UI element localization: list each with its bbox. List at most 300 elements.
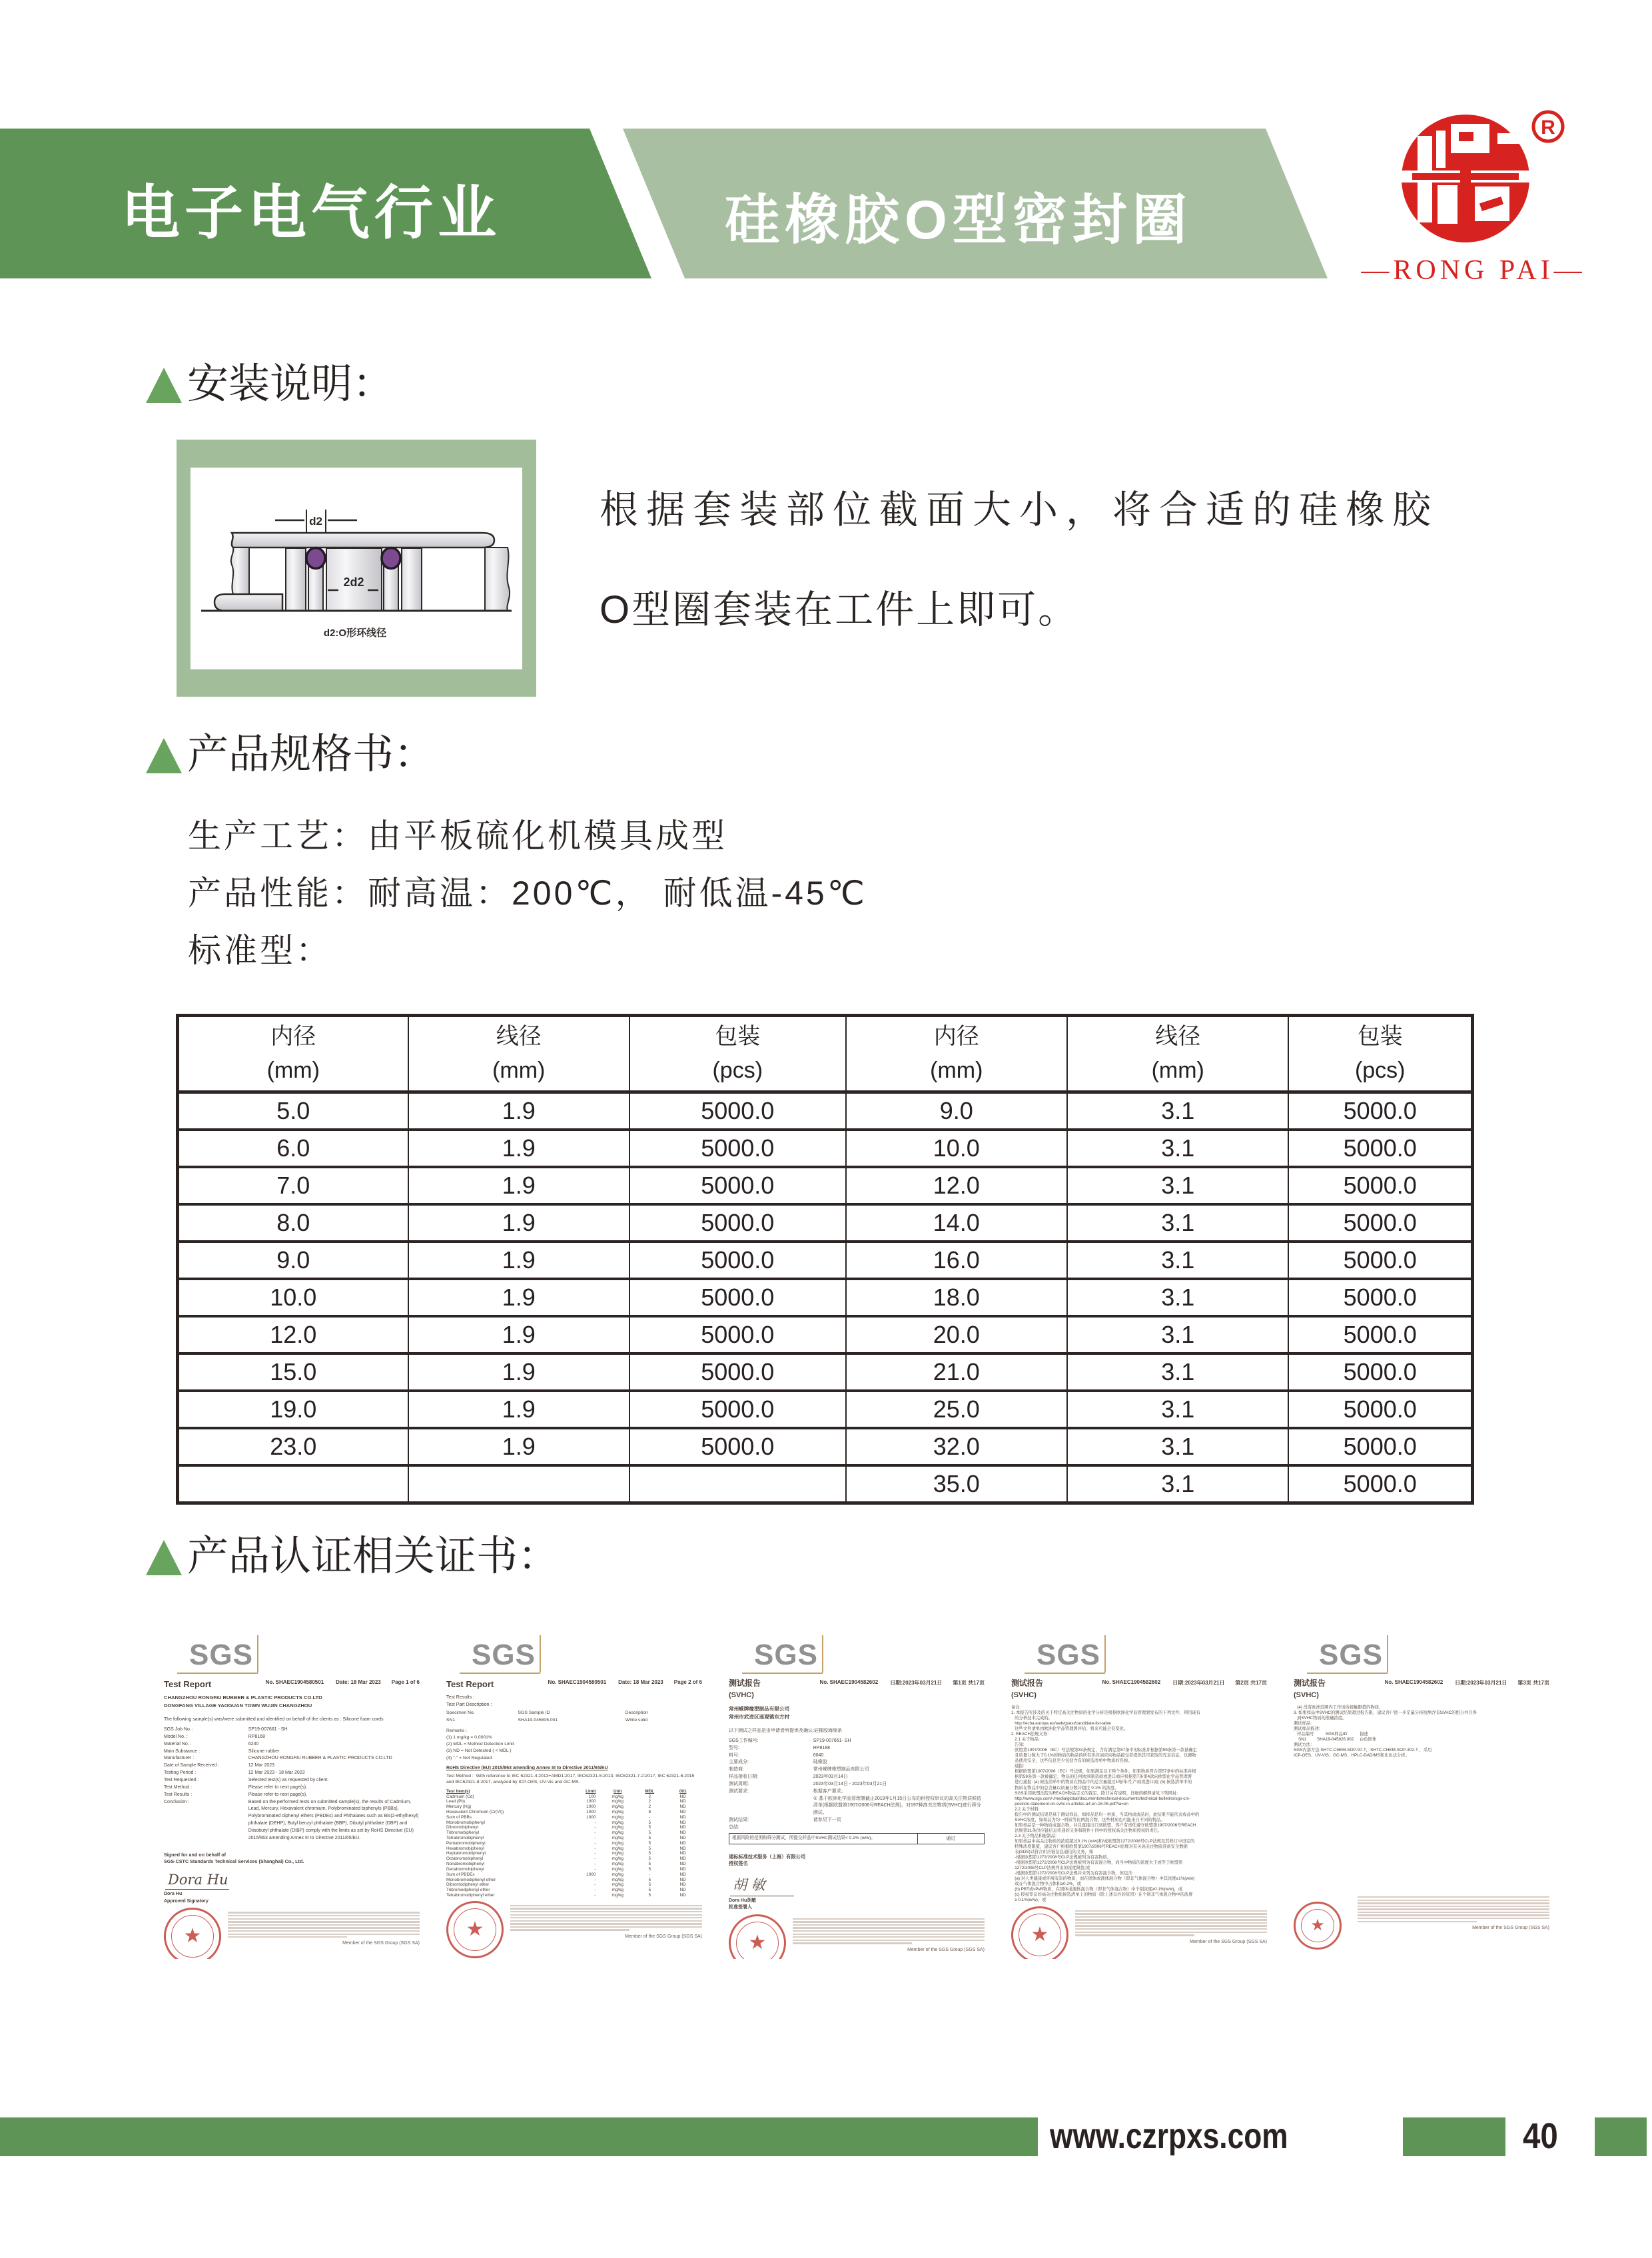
row-cell: Pentabromobiphenyl <box>446 1840 486 1846</box>
row-cell: Description <box>625 1710 648 1716</box>
fine-print-line <box>510 1920 702 1922</box>
row-cell: Mercury (Hg) <box>446 1804 472 1810</box>
cert-title: 测试报告 <box>1011 1679 1044 1688</box>
table-cell: 18.0 <box>846 1279 1067 1316</box>
section-title-text: 产品规格书： <box>187 731 436 777</box>
cert-remarks <box>446 1728 702 1762</box>
text-line: Dora Hu胡敏 <box>729 1898 757 1903</box>
text-line: 2.1 关于物品: <box>1011 1737 1040 1742</box>
fine-print-line <box>793 1942 912 1944</box>
fine-print <box>228 1910 420 1938</box>
footer-website: www.czrpxs.com <box>1050 2116 1288 2156</box>
text-line: 授权签名 <box>729 1860 748 1867</box>
field-label: 制造商: <box>729 1767 744 1772</box>
text-line: SVHC浓度，如样品为均一材质等比例混合物，这些材质也可能来自不同的物品。 <box>1011 1817 1165 1822</box>
sgs-member-line: Member of the SGS Group (SGS SA) <box>907 1947 985 1952</box>
row-cell: - <box>594 1856 596 1862</box>
rohs-heading: RoHS Directive (EU) 2015/863 amending Annex III to Directive 2011/65/EU <box>446 1765 608 1770</box>
fine-print-line <box>1075 1916 1267 1918</box>
text-line: 标准型： <box>188 932 332 969</box>
field-value: RP8168 <box>248 1734 266 1739</box>
text-line: 样品编号 SGS样品ID 描述 <box>1294 1732 1368 1737</box>
row-cell: mg/kg <box>612 1830 623 1836</box>
oring-left <box>306 548 325 569</box>
fine-print-line <box>1358 1918 1549 1919</box>
row-cell: MDL <box>645 1788 655 1794</box>
row-cell: mg/kg <box>612 1814 623 1820</box>
fine-print-line <box>793 1930 985 1932</box>
text-line: Test Part Description : <box>446 1702 492 1708</box>
field-label: Manufacturer : <box>164 1756 195 1761</box>
stamp-ring <box>1019 1914 1061 1956</box>
conclusion-box <box>729 1833 985 1844</box>
fine-print-line <box>1358 1896 1549 1898</box>
table-cell: 7.0 <box>178 1167 408 1204</box>
results-table-rows <box>446 1794 702 1898</box>
sgs-logo-accent <box>1025 1673 1105 1674</box>
table-cell: 1.9 <box>408 1092 629 1130</box>
cert-intro: The following sample(s) was/were submitted and identified on behalf of the clients as : Silicone foam cords <box>164 1717 384 1722</box>
table-cell: 5000.0 <box>629 1167 846 1204</box>
field-value: 2023年03月14日 - 2023年03月21日 <box>813 1781 887 1786</box>
row-cell: ND <box>679 1872 686 1877</box>
text-line: (a) 对人类健康或环境有害的物质，而在固体或液体混合物（即非气体混合物）中其浓度≥1%(w/w) <box>1011 1876 1195 1882</box>
field-label: Test Method : <box>164 1784 193 1790</box>
cert-date: Date: 18 Mar 2023 <box>336 1679 381 1685</box>
fine-print-line <box>1075 1928 1267 1930</box>
stamp-star-icon: ★ <box>1031 1923 1049 1946</box>
fine-print-line <box>510 1929 629 1930</box>
row-cell: - <box>594 1862 596 1867</box>
field-row <box>729 1774 985 1781</box>
row-cell: Octabromobiphenyl <box>446 1856 484 1862</box>
sgs-logo <box>469 1639 542 1673</box>
fine-print-line <box>1358 1900 1549 1901</box>
field-value: 6040 <box>813 1752 824 1758</box>
cert-footer <box>1294 1890 1549 1959</box>
table-cell: 1.9 <box>408 1242 629 1279</box>
row-cell: Tetrabromobiphenyl <box>446 1836 484 1841</box>
row-cell: mg/kg <box>612 1825 623 1830</box>
header-label: 内径 <box>270 1024 316 1049</box>
fine-print-line <box>1075 1925 1267 1926</box>
fine-print-line <box>510 1923 702 1924</box>
text-line: Approved Signatory <box>164 1898 208 1904</box>
table-cell: 5000.0 <box>1288 1316 1472 1353</box>
table-row <box>446 1717 702 1724</box>
table-row <box>446 1820 702 1826</box>
text-line: 2.2 关于材料: <box>1011 1806 1040 1812</box>
table-cell: 5000.0 <box>629 1204 846 1242</box>
row-cell: 5 <box>648 1820 651 1825</box>
row-cell: Test Item(s) <box>446 1788 470 1794</box>
text-line: Test Results : <box>446 1695 475 1700</box>
fine-print-line <box>1358 1912 1549 1913</box>
column-header <box>178 1016 408 1092</box>
field-row <box>164 1799 420 1842</box>
cert-footer <box>729 1912 985 1959</box>
triangle-bullet-icon <box>146 368 182 403</box>
table-row <box>446 1830 702 1836</box>
cert-date: 日期:2023年03月21日 <box>1455 1680 1507 1686</box>
row-cell: Decabromobiphenyl <box>446 1866 484 1872</box>
field-label <box>729 1796 813 1818</box>
sgs-logo-accent <box>1104 1635 1106 1673</box>
row-cell: Unit <box>614 1788 622 1794</box>
row-cell: ND <box>679 1888 686 1893</box>
field-value: ① 基于欧洲化学品管理署截止2019年1月15日公布的供授权审议的高关注物质候选清单(根据欧盟第1907/2006号REACH法规)，对197种高关注物质(SVHC)进行筛分测试。 <box>813 1796 982 1816</box>
table-row <box>446 1710 702 1716</box>
row-cell: mg/kg <box>612 1862 623 1867</box>
table-cell: 5000.0 <box>629 1353 846 1391</box>
header-label: 包装 <box>1357 1024 1403 1049</box>
text-line: 如果样品中高关注物质的浓度超过0.1% (w/w)和/或欧盟第1272/2008号CLP法规及其修订中设定的 <box>1011 1838 1195 1844</box>
row-cell: 2 <box>648 1804 651 1810</box>
fine-print-line <box>510 1917 702 1918</box>
row-cell: - <box>594 1830 596 1836</box>
sgs-member-line: Member of the SGS Group (SGS SA) <box>1190 1939 1267 1944</box>
text-line: 3. 如果样品中SVHC的测试结果超过报告限，建议客户进一步定量分析检测含有SVHC的组分并且得 <box>1294 1710 1477 1715</box>
signature-script: 胡 敏 <box>733 1876 765 1893</box>
column-header <box>408 1016 629 1092</box>
row-cell: 5 <box>648 1862 651 1867</box>
row-cell: Dibromobiphenyl <box>446 1825 478 1830</box>
sgs-logo-accent <box>1387 1635 1388 1673</box>
row-cell: 1000 <box>586 1872 596 1877</box>
field-row <box>729 1738 985 1745</box>
cert-body-text <box>1011 1705 1267 1904</box>
certificate-svhc-page3 <box>1290 1635 1553 1959</box>
section-title-certs <box>146 1532 559 1581</box>
section-title-spec <box>146 730 435 779</box>
text-line: ≥ 0.1%(w/w)，或 <box>1011 1898 1046 1903</box>
row-cell: 2 <box>648 1799 651 1804</box>
column-header <box>846 1016 1067 1092</box>
text-line: 通标标准技术服务（上海）有限公司 <box>729 1853 806 1860</box>
row-cell: Specimen No. <box>446 1710 475 1716</box>
row-cell: - <box>649 1814 651 1820</box>
row-cell: ND <box>679 1877 686 1882</box>
table-cell: 16.0 <box>846 1242 1067 1279</box>
row-cell: Tribromodiphenyl ether <box>446 1888 490 1893</box>
row-cell: - <box>594 1851 596 1856</box>
row-cell: Sum of PBDEs <box>446 1872 475 1877</box>
row-cell: 5 <box>648 1856 651 1862</box>
text-line: 批准签署人 <box>729 1905 752 1910</box>
field-value: Selected test(s) as requested by client. <box>248 1777 329 1782</box>
text-line: http://echa.europa.eu/web/guest/candidate-list-table <box>1011 1720 1111 1726</box>
text-line: (b) PBT或vPvB物质，在固体或液体混合物（即非气体混合物）中个别浓度≥0.1%(w/w)，或 <box>1011 1887 1183 1892</box>
cert-header <box>446 1679 702 1689</box>
cert-signoff <box>729 1854 985 1868</box>
row-cell: Hexavalent Chromium (Cr(VI)) <box>446 1809 504 1814</box>
fine-print-line <box>793 1940 985 1941</box>
fine-print-line <box>228 1915 420 1916</box>
cert-company <box>164 1694 420 1710</box>
row-cell: 5 <box>648 1836 651 1841</box>
table-cell: 8.0 <box>178 1204 408 1242</box>
sgs-logo-accent <box>742 1673 823 1674</box>
certificates-row <box>160 1635 1553 1959</box>
table-cell: 5000.0 <box>1288 1167 1472 1204</box>
row-cell: ND <box>679 1851 686 1856</box>
rong-pai-emblem-icon <box>1374 107 1573 260</box>
row-cell: mg/kg <box>612 1856 623 1862</box>
cert-title: 测试报告 <box>729 1679 761 1688</box>
fine-print-line <box>510 1905 702 1906</box>
row-cell: - <box>594 1825 596 1830</box>
row-cell: - <box>594 1892 596 1898</box>
cert-body-text <box>1294 1705 1549 1758</box>
header-unit: (pcs) <box>1354 1058 1406 1083</box>
cert-report-no: No. SHAEC1904582602 <box>819 1679 879 1685</box>
field-value: Please refer to next page(s). <box>248 1792 308 1797</box>
row-cell: Heptabromobiphenyl <box>446 1851 486 1856</box>
section-title-install <box>146 360 394 408</box>
row-cell: ND <box>679 1866 686 1872</box>
header-unit: (mm) <box>492 1058 546 1083</box>
sgs-logo-text: SGS <box>754 1639 818 1671</box>
header-unit: (mm) <box>1151 1058 1204 1083</box>
row-cell: 2 <box>648 1794 651 1799</box>
row-cell: ND <box>679 1794 686 1799</box>
registered-mark: R <box>1541 117 1555 139</box>
field-row <box>729 1796 985 1818</box>
text-line: 这些文件清单由欧洲化学品管理署评估，将来可能会有变化。 <box>1011 1726 1128 1731</box>
row-cell: mg/kg <box>612 1866 623 1872</box>
spec-text-lines <box>188 807 867 979</box>
table-row <box>446 1851 702 1856</box>
field-row <box>164 1762 420 1770</box>
sgs-logo-accent <box>460 1673 540 1674</box>
sgs-logo <box>187 1639 260 1673</box>
fine-print-line <box>510 1926 702 1928</box>
field-value: Silicone rubber <box>248 1748 280 1754</box>
row-cell: mg/kg <box>612 1820 623 1825</box>
table-cell: 5000.0 <box>1288 1130 1472 1167</box>
row-cell: ND <box>679 1804 686 1810</box>
table-header <box>178 1016 1473 1092</box>
field-row <box>729 1817 985 1824</box>
triangle-bullet-icon <box>146 738 182 773</box>
row-cell: 5 <box>648 1825 651 1830</box>
table-cell: 5000.0 <box>1288 1391 1472 1428</box>
fine-print <box>510 1904 702 1931</box>
specimen-table <box>446 1710 702 1723</box>
table-cell: 1.9 <box>408 1279 629 1316</box>
table-cell: 5000.0 <box>1288 1465 1472 1503</box>
sgs-logo-text: SGS <box>1319 1639 1383 1671</box>
sgs-logo <box>1034 1639 1107 1673</box>
text-line: 如果样品是一种物质或混合物，并且直接出口到欧盟，客户有责任遵守欧盟第1907/2006号REACH <box>1011 1822 1196 1828</box>
row-cell: ND <box>679 1882 686 1888</box>
cert-page: Page 1 of 6 <box>391 1679 420 1685</box>
row-cell: Lead (Pb) <box>446 1799 466 1804</box>
cert-date: 日期:2023年03月21日 <box>1172 1680 1225 1686</box>
field-label: Model No. : <box>164 1734 188 1739</box>
table-row <box>178 1130 1473 1167</box>
row-cell: Sum of PBBs <box>446 1814 472 1820</box>
certificate-test-report-page2 <box>442 1635 706 1959</box>
table-cell: 9.0 <box>178 1242 408 1279</box>
row-cell: ND <box>679 1830 686 1836</box>
size-spec-table <box>176 1014 1474 1505</box>
row-cell: mg/kg <box>612 1892 623 1898</box>
row-cell: 1000 <box>586 1799 596 1804</box>
fine-print-line <box>1358 1908 1549 1910</box>
fine-print-line <box>793 1918 985 1920</box>
row-cell: ND <box>679 1825 686 1830</box>
field-label: 型号: <box>729 1745 739 1750</box>
table-cell: 3.1 <box>1067 1204 1288 1242</box>
row-cell: White solid <box>625 1717 648 1722</box>
row-cell: - <box>594 1820 596 1825</box>
table-cell: 3.1 <box>1067 1167 1288 1204</box>
table-row <box>446 1815 702 1820</box>
text-line: Remarks : <box>446 1728 467 1733</box>
table-row <box>178 1391 1473 1428</box>
fine-print-line <box>510 1914 702 1916</box>
certification-stamp <box>164 1908 221 1959</box>
text-line: 表(SDS)以符合供应链信息通信的义务，如 <box>1011 1850 1094 1855</box>
row-cell: ND <box>679 1846 686 1851</box>
field-row <box>729 1745 985 1752</box>
text-line: DONGFANG VILLAGE YAOGUAN TOWN WUJIN CHANGZHOU <box>164 1702 312 1709</box>
text-line: (4) "-" = Not Regulated <box>446 1755 492 1760</box>
cert-intro: 以下测试之样品是由申请者所提供及确认:硅橡胶海绵条 <box>729 1728 842 1734</box>
fine-print-line <box>1075 1919 1267 1920</box>
table-cell: 1.9 <box>408 1316 629 1353</box>
field-label: 总结: <box>729 1825 739 1830</box>
text-line: 的分析技术完成的。 <box>1011 1715 1052 1720</box>
sgs-logo <box>751 1639 825 1673</box>
cert-report-no: No. SHAEC1904580501 <box>548 1679 607 1685</box>
text-line: 1272/2008号CLP法规列出的浓度限值;或 <box>1011 1866 1090 1871</box>
sgs-member-line: Member of the SGS Group (SGS SA) <box>1472 1926 1549 1931</box>
table-cell: 3.1 <box>1067 1130 1288 1167</box>
text-line: (c) 授权审议的高关注物质候选清单上的物质（除上述以外的原因）在个别非气体混合物中的浓度 <box>1011 1892 1193 1898</box>
header-unit: (pcs) <box>712 1058 763 1083</box>
cert-header <box>729 1679 985 1700</box>
signer-name <box>164 1891 420 1905</box>
cert-footer <box>446 1898 702 1959</box>
field-row <box>164 1741 420 1748</box>
row-cell: mg/kg <box>612 1836 623 1841</box>
fine-print-line <box>228 1921 420 1922</box>
cert-subtitle: (SVHC) <box>1294 1691 1319 1699</box>
row-cell: SHA19-045805.001 <box>518 1717 558 1722</box>
oring-cross-section-drawing <box>191 468 522 669</box>
table-row <box>178 1167 1473 1204</box>
text-line: 测试样品描述: <box>1294 1726 1320 1731</box>
field-value: SP19-007661- SH <box>813 1738 851 1743</box>
stamp-star-icon: ★ <box>748 1931 767 1954</box>
industry-title: 电子电气行业 <box>121 180 502 246</box>
fine-print <box>1358 1895 1549 1922</box>
text-line: (2) MDL = Method Detection Limit <box>446 1742 514 1747</box>
field-label: 料号: <box>729 1752 739 1758</box>
text-line: 2. REACH法规义务: <box>1011 1732 1048 1737</box>
cert-date: 日期:2023年03月21日 <box>890 1680 943 1686</box>
cert-header <box>164 1679 420 1689</box>
stamp-ring <box>171 1915 214 1958</box>
row-cell: - <box>594 1888 596 1893</box>
text-line: 物质在物品中的总含量以质量分数计超过 0.1% 的浓度。 <box>1011 1785 1119 1790</box>
fine-print-line <box>1075 1910 1267 1912</box>
cert-date: Date: 18 Mar 2023 <box>618 1679 663 1685</box>
table-cell: 3.1 <box>1067 1092 1288 1130</box>
field-value: RP8188 <box>813 1745 831 1750</box>
row-cell: ND <box>679 1892 686 1898</box>
field-value <box>813 1824 985 1832</box>
table-row <box>446 1804 702 1810</box>
column-header <box>1288 1016 1472 1092</box>
table-cell: 1.9 <box>408 1204 629 1242</box>
row-cell: mg/kg <box>612 1809 623 1814</box>
field-label: 测试要求: <box>729 1788 749 1794</box>
text-line: 品使用安全，这些信息至少包括含有的候选清单中物质的名称。 <box>1011 1758 1132 1764</box>
row-cell: ND <box>679 1809 686 1814</box>
cert-title: Test Report <box>164 1679 212 1689</box>
text-line: ICP-OES、UV-VIS、GC-MS、HPLC-DAD/MS和比色法分析。 <box>1294 1753 1410 1758</box>
conclusion-result: 通过 <box>917 1834 984 1844</box>
fine-print-line <box>1075 1934 1194 1936</box>
fine-print-line <box>793 1927 985 1928</box>
row-cell: mg/kg <box>612 1794 623 1799</box>
table-row <box>446 1846 702 1852</box>
text-line: (1) 1 mg/kg = 0.0001% <box>446 1734 492 1740</box>
row-cell: Cadmium (Cd) <box>446 1794 474 1799</box>
table-cell: 3.1 <box>1067 1279 1288 1316</box>
text-line: 告知: <box>1011 1742 1025 1748</box>
fine-print-line <box>228 1936 347 1938</box>
header-unit: (mm) <box>930 1058 983 1083</box>
row-cell: ND <box>679 1836 686 1841</box>
fine-print-line <box>228 1918 420 1920</box>
table-cell: 5000.0 <box>1288 1279 1472 1316</box>
field-label: Conclusion : <box>164 1799 190 1804</box>
sgs-logo-text: SGS <box>472 1639 536 1671</box>
text-line: (4) 没有欧洲范围内工作场所接触限值的物质。 <box>1294 1704 1384 1710</box>
stamp-star-icon: ★ <box>183 1925 202 1948</box>
row-cell: - <box>649 1872 651 1877</box>
header-label: 线径 <box>1155 1024 1201 1049</box>
table-cell: 1.9 <box>408 1428 629 1465</box>
certification-stamp <box>1011 1906 1068 1959</box>
text-line: 法规第31条供应链信息传递的义务和附件十四中的授权高关注物质授权的责任。 <box>1011 1828 1162 1833</box>
row-cell: Monobromodiphenyl ether <box>446 1877 496 1882</box>
row-cell: - <box>594 1882 596 1888</box>
text-line: 报告中的测试结果是基于测试样品，如样品是均一材质，当其构成成品时，此结果不能代表成品中的 <box>1011 1812 1200 1817</box>
text-line: 常州嵘牌橡塑制品有限公司 <box>729 1705 790 1712</box>
triangle-bullet-icon <box>146 1540 182 1575</box>
table-cell: 3.1 <box>1067 1391 1288 1428</box>
field-label: 主要成分: <box>729 1760 749 1765</box>
column-header <box>1067 1016 1288 1092</box>
footer-page-number: 40 <box>1523 2116 1558 2156</box>
fine-print-line <box>793 1924 985 1926</box>
dim-label-2d2: 2d2 <box>343 575 364 589</box>
cert-subtitle: (SVHC) <box>1011 1691 1036 1699</box>
table-cell: 32.0 <box>846 1428 1067 1465</box>
table-row <box>446 1867 702 1872</box>
install-diagram <box>191 468 522 669</box>
field-value: 硅橡胶 <box>813 1760 827 1765</box>
table-cell <box>629 1465 846 1503</box>
field-label: 测试结果: <box>729 1818 749 1823</box>
table-row <box>446 1882 702 1888</box>
table-row <box>178 1316 1473 1353</box>
